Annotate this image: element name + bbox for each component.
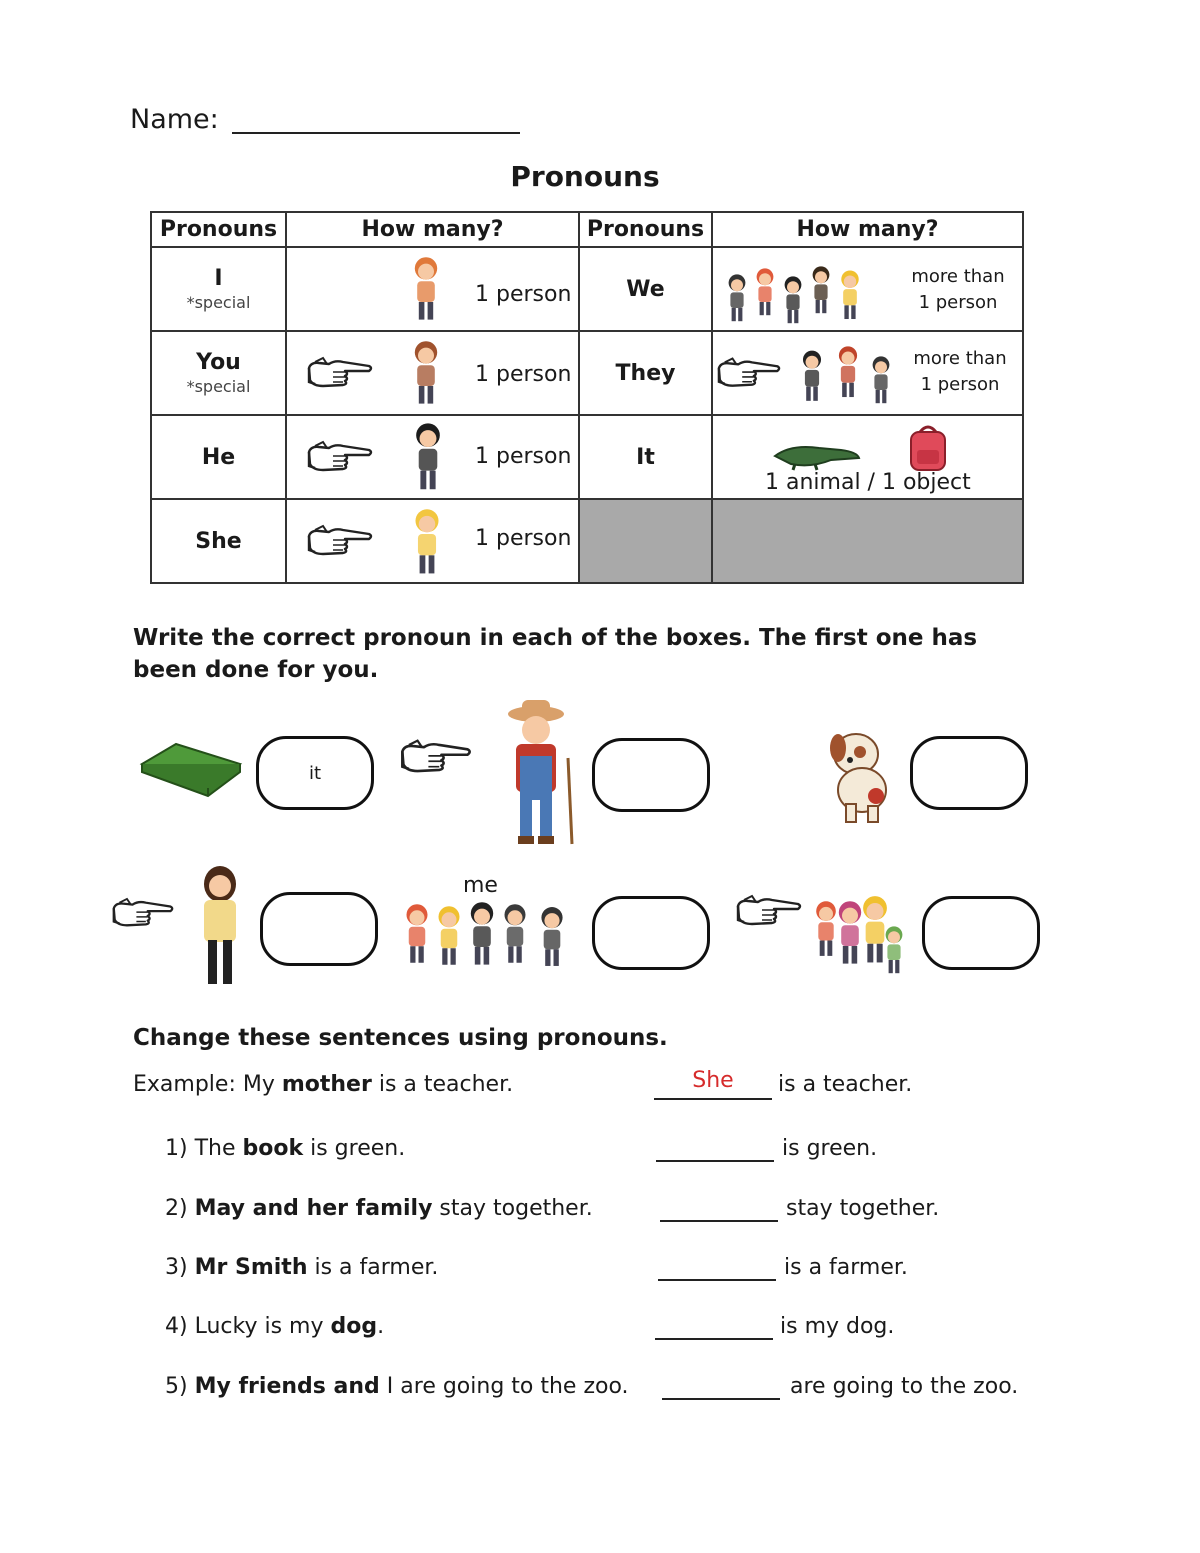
- answer-blank[interactable]: [656, 1160, 774, 1162]
- pointing-hand-icon: [110, 894, 176, 934]
- sentence-text: is a farmer.: [307, 1255, 439, 1280]
- answer-blank: [654, 1098, 772, 1100]
- header-pronouns: Pronouns: [151, 212, 286, 247]
- item-number: 1): [165, 1136, 188, 1161]
- pronoun: I: [214, 266, 223, 291]
- sentence-text: I are going to the zoo.: [379, 1374, 629, 1399]
- table-row: [151, 331, 1023, 415]
- pronoun: It: [636, 444, 655, 470]
- answer-text: it: [308, 762, 322, 784]
- sentence-item: [165, 1255, 438, 1280]
- sentence-text: .: [377, 1314, 385, 1339]
- sentence-noun: book: [242, 1136, 304, 1161]
- sentence-text: is green.: [303, 1136, 406, 1161]
- boy-icon: [411, 420, 445, 496]
- sentence-rest: stay together.: [786, 1196, 940, 1221]
- boy-icon: [409, 254, 443, 326]
- child-icon: [781, 274, 805, 328]
- answer-box[interactable]: [592, 896, 710, 970]
- pronoun-cell: [579, 331, 712, 415]
- pronoun: She: [195, 528, 242, 554]
- count-label: [901, 264, 1015, 316]
- answer-blank[interactable]: [658, 1279, 776, 1281]
- child-icon: [402, 900, 432, 970]
- child-icon: [753, 266, 777, 320]
- sentence-rest: is my dog.: [780, 1314, 895, 1339]
- sentence-rest: is a farmer.: [784, 1255, 908, 1280]
- sentence-noun: Mr Smith: [194, 1255, 308, 1280]
- count-line: more than: [911, 266, 1005, 287]
- sentence-noun: mother: [281, 1072, 372, 1097]
- how-many-cell: [712, 415, 1023, 499]
- empty-shaded-cell: [712, 499, 1023, 583]
- child-icon: [536, 904, 568, 972]
- count-label: [903, 346, 1017, 398]
- answer-box[interactable]: [256, 736, 374, 810]
- sentence-item: [165, 1196, 593, 1221]
- pronoun: You: [196, 350, 241, 375]
- table-row: [151, 499, 1023, 583]
- table-header-row: [151, 212, 1023, 247]
- girl-icon: [409, 506, 445, 580]
- how-many-cell: [286, 499, 579, 583]
- answer-blank[interactable]: [655, 1338, 773, 1340]
- name-label: Name:: [130, 104, 219, 135]
- how-many-cell: [712, 331, 1023, 415]
- crocodile-icon: [771, 438, 861, 472]
- count-line: 1 person: [920, 374, 1000, 395]
- sentence-noun: May and her family: [194, 1196, 433, 1221]
- sentence-text: The: [194, 1136, 243, 1161]
- example-sentence: [133, 1072, 513, 1097]
- child-icon: [500, 900, 530, 970]
- pronoun-cell: [151, 415, 286, 499]
- header-how-many: How many?: [286, 212, 579, 247]
- book-icon: [136, 738, 246, 798]
- pronoun-cell: [151, 247, 286, 331]
- pronouns-reference-table: [150, 211, 1024, 584]
- how-many-cell: [712, 247, 1023, 331]
- pronoun-note: *special: [186, 293, 251, 312]
- pointing-hand-icon: [305, 354, 375, 394]
- sentence-text: is a teacher.: [371, 1072, 514, 1097]
- sentence-text: Lucky is my: [194, 1314, 331, 1339]
- empty-shaded-cell: [579, 499, 712, 583]
- pronoun-cell: [151, 331, 286, 415]
- name-input-line[interactable]: [232, 132, 520, 134]
- child-icon: [837, 268, 863, 324]
- child-icon: [835, 342, 861, 404]
- answer-box[interactable]: [910, 736, 1028, 810]
- count-label: 1 person: [475, 282, 572, 307]
- sentence-noun: My friends and: [194, 1374, 380, 1399]
- child-icon: [882, 916, 906, 986]
- sentence-noun: dog: [330, 1314, 378, 1339]
- exercise-2-instruction: Change these sentences using pronouns.: [133, 1025, 668, 1051]
- item-number: 2): [165, 1196, 188, 1221]
- sentence-item: [165, 1374, 629, 1399]
- child-icon: [799, 348, 825, 406]
- page-title: Pronouns: [510, 160, 660, 193]
- pointing-hand-icon: [305, 438, 375, 478]
- answer-box[interactable]: [592, 738, 710, 812]
- pointing-hand-icon: [305, 522, 375, 562]
- item-number: 4): [165, 1314, 188, 1339]
- pronoun-cell: [151, 499, 286, 583]
- sentence-rest: are going to the zoo.: [790, 1374, 1019, 1399]
- pronoun: He: [201, 444, 236, 470]
- farmer-icon: [496, 698, 580, 848]
- exercise-1-instruction: Write the correct pronoun in each of the boxes. The first one has been done for you.: [133, 625, 978, 683]
- woman-icon: [192, 864, 248, 988]
- child-icon: [434, 902, 464, 972]
- table-row: [151, 415, 1023, 499]
- count-label: 1 person: [475, 444, 572, 469]
- sentence-text: stay together.: [432, 1196, 593, 1221]
- sentence-item: [165, 1136, 405, 1161]
- answer-box[interactable]: [922, 896, 1040, 970]
- child-icon: [869, 354, 893, 408]
- answer-blank[interactable]: [660, 1220, 778, 1222]
- item-number: 3): [165, 1255, 188, 1280]
- child-icon: [725, 272, 749, 326]
- answer-box[interactable]: [260, 892, 378, 966]
- pointing-hand-icon: [398, 736, 474, 780]
- sentence-rest: is a teacher.: [778, 1072, 913, 1097]
- pronoun-cell: [579, 415, 712, 499]
- example-answer: She: [692, 1068, 734, 1093]
- table-row: [151, 247, 1023, 331]
- how-many-cell: [286, 415, 579, 499]
- me-label: me: [463, 873, 498, 898]
- header-how-many: How many?: [712, 212, 1023, 247]
- count-label: 1 animal / 1 object: [765, 470, 971, 495]
- girl-icon: [409, 338, 443, 410]
- answer-blank[interactable]: [662, 1398, 780, 1400]
- pointing-hand-icon: [734, 892, 804, 932]
- pronoun-note: *special: [186, 377, 251, 396]
- backpack-icon: [905, 422, 951, 472]
- child-icon: [466, 898, 498, 972]
- count-line: 1 person: [918, 292, 998, 313]
- count-line: more than: [913, 348, 1007, 369]
- sentence-text: Example: My: [133, 1072, 282, 1097]
- count-label: 1 person: [475, 362, 572, 387]
- sentence-rest: is green.: [782, 1136, 878, 1161]
- child-icon: [809, 264, 833, 318]
- sentence-item: [165, 1314, 384, 1339]
- dog-icon: [820, 726, 900, 826]
- header-pronouns: Pronouns: [579, 212, 712, 247]
- pointing-hand-icon: [715, 354, 783, 394]
- pronoun: They: [615, 360, 676, 386]
- pronoun: We: [626, 276, 665, 302]
- pronoun-cell: [579, 247, 712, 331]
- how-many-cell: [286, 247, 579, 331]
- count-label: 1 person: [475, 526, 572, 551]
- how-many-cell: [286, 331, 579, 415]
- item-number: 5): [165, 1374, 188, 1399]
